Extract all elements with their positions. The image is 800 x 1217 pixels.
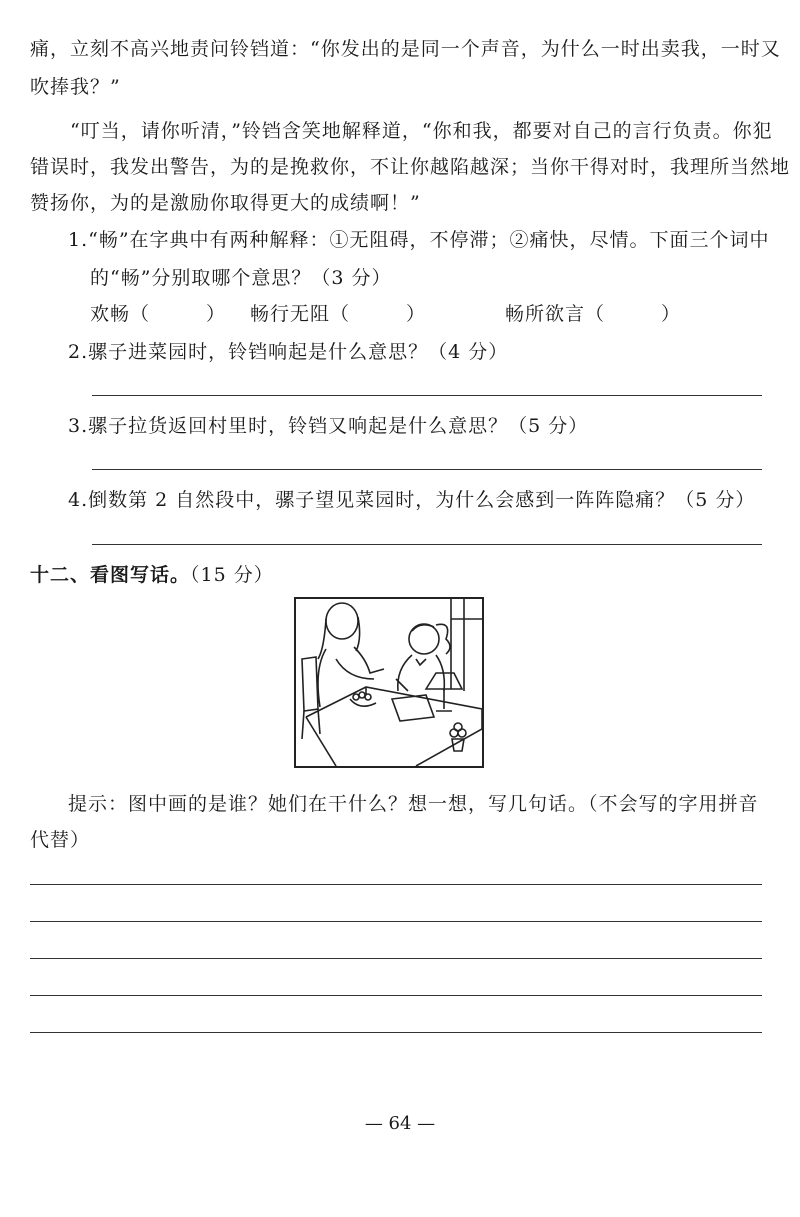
writing-hint-line-2: 代替） [30,829,91,851]
answer-line-q4[interactable] [92,544,762,545]
writing-line-5[interactable] [30,1032,762,1033]
illustration-svg [296,599,482,766]
passage-line-3: “叮当，请你听清，”铃铛含笑地解释道，“你和我，都要对自己的言行负责。你犯 [70,120,773,142]
question-1-line-2: 的“畅”分别取哪个意思？（3 分） [90,267,392,289]
question-1-word-1: 欢畅（ ） [90,303,227,325]
passage-line-2: 吹捧我？” [30,76,121,98]
passage-line-4: 错误时，我发出警告，为的是挽救你，不让你越陷越深；当你干得对时，我理所当然地 [30,156,791,178]
writing-line-1[interactable] [30,884,762,885]
illustration-mother-daughter-drawing [294,597,484,768]
answer-line-q3[interactable] [92,469,762,470]
question-1-line-1: 1.“畅”在字典中有两种解释：①无阻碍，不停滞；②痛快，尽情。下面三个词中 [68,229,770,251]
word-label: 畅行无阻 [250,303,331,325]
question-3: 3.骡子拉货返回村里时，铃铛又响起是什么意思？（5 分） [68,415,589,437]
writing-hint-line-1: 提示：图中画的是谁？她们在干什么？想一想，写几句话。（不会写的字用拼音 [68,793,759,815]
passage-line-1: 痛，立刻不高兴地责问铃铛道：“你发出的是同一个声音，为什么一时出卖我，一时又 [30,38,781,60]
writing-line-3[interactable] [30,958,762,959]
question-4: 4.倒数第 2 自然段中，骡子望见菜园时，为什么会感到一阵阵隐痛？（5 分） [68,489,756,511]
word-label: 欢畅 [90,303,131,325]
question-1-word-3: 畅所欲言（ ） [505,303,682,325]
answer-line-q2[interactable] [92,395,762,396]
passage-line-5: 赞扬你，为的是激励你取得更大的成绩啊！” [30,192,421,214]
word-label: 畅所欲言 [505,303,586,325]
question-2: 2.骡子进菜园时，铃铛响起是什么意思？（4 分） [68,341,509,363]
page-number: — 64 — [364,1113,436,1134]
question-1-word-2: 畅行无阻（ ） [250,303,427,325]
section-12-points: （15 分） [190,564,274,586]
section-12-heading [30,560,274,587]
section-12-title: 十二、看图写话。 [30,564,191,586]
writing-line-4[interactable] [30,995,762,996]
writing-line-2[interactable] [30,921,762,922]
